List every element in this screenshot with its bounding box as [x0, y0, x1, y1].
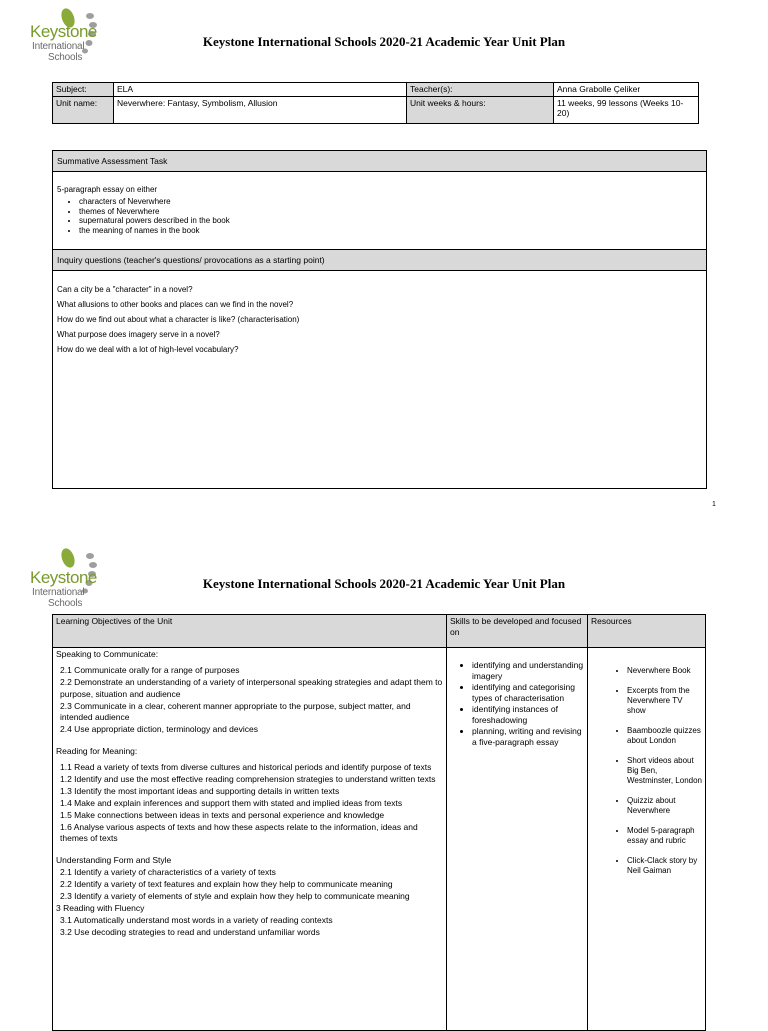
- list-item: • identifying and categorising types of characterisation: [472, 682, 584, 704]
- skills-cell: [447, 648, 588, 1031]
- unit-weeks-label: Unit weeks & hours:: [407, 96, 554, 123]
- speaking-heading: Speaking to Communicate:: [56, 649, 159, 659]
- objective-item: 2.2 Identify a variety of text features and explain how they help to communicate meaning: [60, 879, 393, 890]
- objective-item: 1.1 Read a variety of texts from diverse cultures and historical periods and identify purpose of texts: [60, 762, 432, 773]
- list-item: • Excerpts from the Neverwhere TV show: [627, 686, 702, 716]
- form-style-heading: Understanding Form and Style: [56, 855, 172, 866]
- objective-item: 2.1 Communicate orally for a range of purposes: [60, 664, 240, 675]
- logo-word-keystone: Keystone: [30, 22, 97, 41]
- list-item: • the meaning of names in the book: [79, 226, 702, 236]
- list-item: • Baamboozle quizzes about London: [627, 726, 702, 746]
- objectives-content: [56, 649, 443, 939]
- logo-word-keystone: Keystone: [30, 568, 97, 587]
- page-2: [0, 540, 768, 1024]
- objective-item: 2.3 Communicate in a clear, coherent manner appropriate to the purpose, subject matter, and intended audience: [60, 700, 411, 723]
- list-item: • planning, writing and revising a five-paragraph essay: [472, 726, 584, 748]
- fluency-heading: 3 Reading with Fluency: [56, 902, 145, 913]
- unit-info-table: [52, 82, 699, 124]
- skills-header: Skills to be developed and focused on: [447, 615, 588, 648]
- inquiry-heading: Inquiry questions (teacher's questions/ provocations as a starting point): [53, 250, 706, 271]
- objective-item: 2.2 Demonstrate an understanding of a variety of interpersonal speaking strategies and adapt them to purpose, situation and audience: [60, 676, 443, 699]
- inquiry-question: What purpose does imagery serve in a novel?: [57, 330, 220, 339]
- list-item: • Quizziz about Neverwhere: [627, 796, 702, 816]
- subject-value: ELA: [114, 83, 407, 97]
- skills-list: [450, 660, 584, 748]
- inquiry-question: Can a city be a "character" in a novel?: [57, 285, 193, 294]
- list-item: • identifying and understanding imagery: [472, 660, 584, 682]
- list-item: • Short videos about Big Ben, Westminster, London: [627, 756, 702, 786]
- resources-header: Resources: [588, 615, 706, 648]
- list-item: • Neverwhere Book: [627, 666, 702, 676]
- inquiry-question: How do we deal with a lot of high-level vocabulary?: [57, 345, 239, 354]
- list-item: • identifying instances of foreshadowing: [472, 704, 584, 726]
- teacher-value: Anna Grabolle Çeliker: [554, 83, 699, 97]
- unit-weeks-value: 11 weeks, 99 lessons (Weeks 10-20): [554, 96, 699, 123]
- list-item: • Model 5-paragraph essay and rubric: [627, 826, 702, 846]
- list-item: • characters of Neverwhere: [79, 197, 702, 207]
- logo-word-international: International: [32, 41, 85, 52]
- inquiry-question: What allusions to other books and places can we find in the novel?: [57, 300, 294, 309]
- school-logo: [30, 544, 110, 609]
- objectives-header: Learning Objectives of the Unit: [53, 615, 447, 648]
- resources-list: [591, 666, 702, 876]
- summative-list: [57, 197, 702, 235]
- summative-intro: 5-paragraph essay on either: [57, 185, 158, 194]
- list-item: • Click-Clack story by Neil Gaiman: [627, 856, 702, 876]
- objective-item: 1.5 Make connections between ideas in texts and personal experience and knowledge: [60, 809, 385, 820]
- objective-item: 2.3 Identify a variety of elements of style and explain how they help to communicate meaning: [60, 891, 410, 902]
- logo-word-schools: Schools: [48, 52, 83, 63]
- resources-cell: [588, 648, 706, 1031]
- objectives-cell: [53, 648, 447, 1031]
- page-number: 1: [712, 501, 716, 508]
- inquiry-body: [53, 271, 706, 354]
- assessment-box: [52, 150, 707, 489]
- objective-item: 3.2 Use decoding strategies to read and understand unfamiliar words: [60, 926, 320, 937]
- list-item: • supernatural powers described in the book: [79, 216, 702, 226]
- objectives-table: [52, 614, 706, 1031]
- summative-heading: Summative Assessment Task: [53, 151, 706, 172]
- objective-item: 1.4 Make and explain inferences and support them with stated and implied ideas from texts: [60, 797, 403, 808]
- reading-heading: Reading for Meaning:: [56, 746, 138, 757]
- unit-name-value: Neverwhere: Fantasy, Symbolism, Allusion: [114, 96, 407, 123]
- unit-name-label: Unit name:: [53, 96, 114, 123]
- page-title: Keystone International Schools 2020-21 Academic Year Unit Plan: [202, 576, 566, 591]
- teacher-label: Teacher(s):: [407, 83, 554, 97]
- logo-word-schools: Schools: [48, 598, 83, 609]
- objective-item: 1.2 Identify and use the most effective reading comprehension strategies to understand written texts: [60, 774, 436, 785]
- logo-word-international: International: [32, 587, 85, 598]
- objective-item: 3.1 Automatically understand most words in a variety of reading contexts: [60, 914, 333, 925]
- subject-label: Subject:: [53, 83, 114, 97]
- objective-item: 1.6 Analyse various aspects of texts and how these aspects relate to the information, ideas and themes of texts: [60, 821, 418, 844]
- objective-item: 2.4 Use appropriate diction, terminology and devices: [60, 724, 258, 735]
- objective-item: 2.1 Identify a variety of characteristics of a variety of texts: [60, 867, 276, 878]
- inquiry-question: How do we find out about what a character is like? (characterisation): [57, 315, 300, 324]
- page-title: Keystone International Schools 2020-21 Academic Year Unit Plan: [202, 34, 566, 49]
- summative-body: [53, 172, 706, 250]
- list-item: • themes of Neverwhere: [79, 207, 702, 217]
- objective-item: 1.3 Identify the most important ideas and supporting details in written texts: [60, 785, 340, 796]
